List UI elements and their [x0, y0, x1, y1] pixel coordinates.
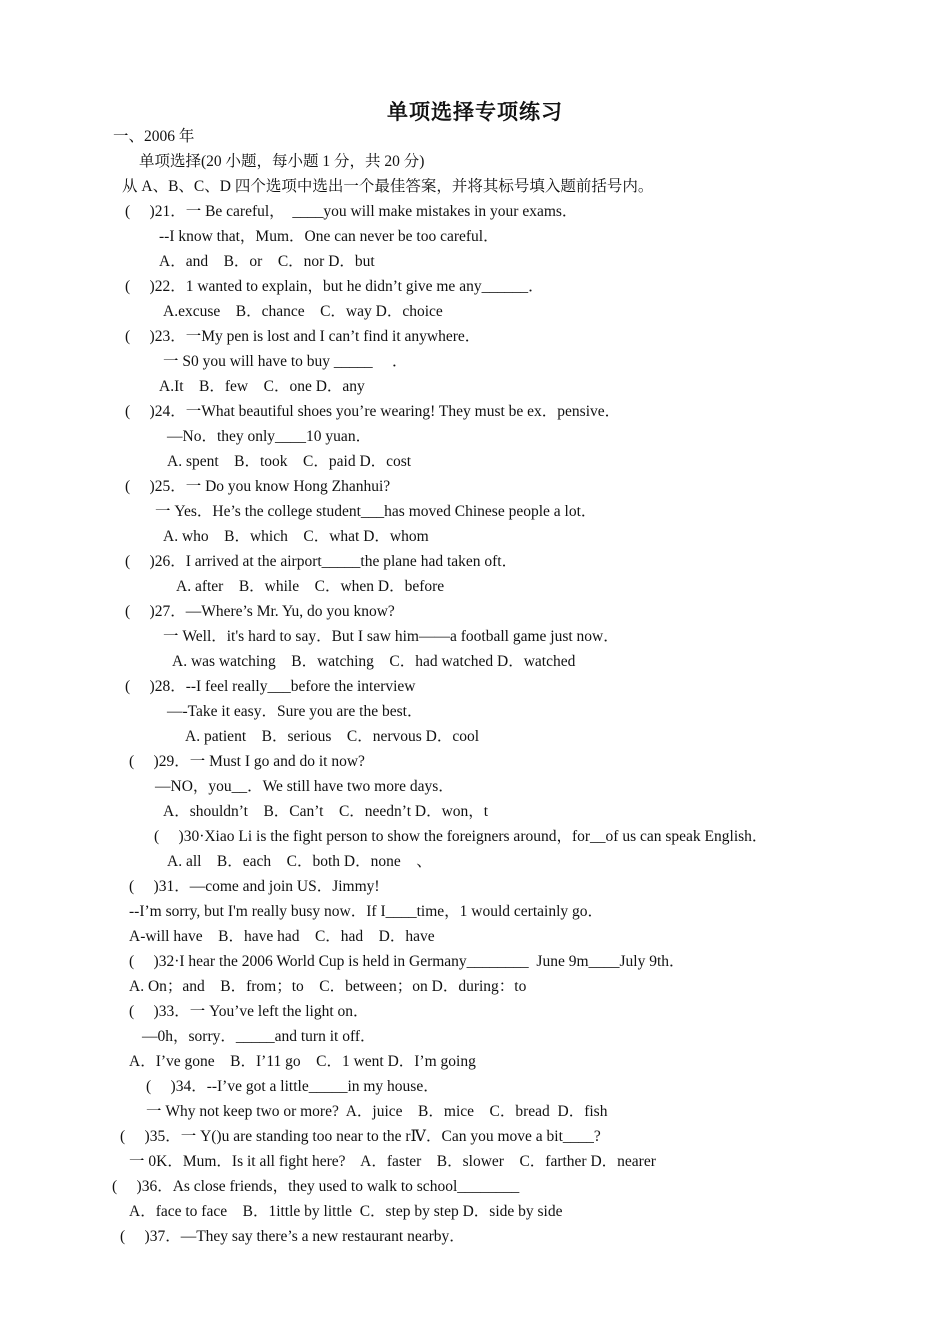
question-21-options: A．and B．or C．nor D．but	[159, 253, 375, 270]
question-29-dialog: —NO，you__．We still have two more days．	[155, 778, 454, 795]
question-26: ( )26．I arrived at the airport_____the plane had taken oft．	[125, 553, 518, 570]
question-36-options: A．face to face B．1ittle by little C．step by step D．side by side	[129, 1203, 563, 1220]
question-25-options: A. who B．which C．what D．whom	[163, 528, 429, 545]
question-28-dialog: —-Take it easy．Sure you are the best．	[167, 703, 423, 720]
question-34-dialog-options: 一 Why not keep two or more? A．juice B．mice C．bread D．fish	[146, 1103, 608, 1120]
question-32: ( )32·I hear the 2006 World Cup is held in Germany________ June 9m____July 9th．	[129, 953, 685, 970]
question-21-dialog: --I know that，Mum．One can never be too careful．	[159, 228, 499, 245]
question-31-dialog: --I’m sorry, but I'm really busy now．If I____time，1 would certainly go．	[129, 903, 604, 920]
question-21: ( )21．一 Be careful， ____you will make mistakes in your exams．	[125, 203, 578, 220]
question-34: ( )34．--I’ve got a little_____in my house．	[146, 1078, 439, 1095]
question-35: ( )35．一 Y()u are standing too near to the rⅣ．Can you move a bit____?	[120, 1128, 601, 1145]
question-29-options: A．shouldn’t B．Can’t C．needn’t D．won，t	[163, 803, 489, 820]
question-22-options: A.excuse B．chance C．way D．choice	[163, 303, 443, 320]
question-24: ( )24．一What beautiful shoes you’re wearing! They must be ex．pensive．	[125, 403, 621, 420]
question-25-dialog: 一 Yes．He’s the college student___has moved Chinese people a lot．	[155, 503, 597, 520]
question-23-dialog: 一 S0 you will have to buy _____ ．	[163, 353, 408, 370]
question-28: ( )28．--I feel really___before the interview	[125, 678, 416, 695]
question-29: ( )29．一 Must I go and do it now?	[129, 753, 365, 770]
question-37: ( )37．—They say there’s a new restaurant nearby．	[120, 1228, 465, 1245]
question-26-options: A. after B．while C．when D．before	[176, 578, 445, 595]
question-24-options: A. spent B．took C．paid D．cost	[167, 453, 412, 470]
question-30: ( )30·Xiao Li is the fight person to show the foreigners around，for__of us can speak English．	[154, 828, 768, 845]
question-33-dialog: —0h，sorry．_____and turn it off．	[142, 1028, 376, 1045]
question-27-dialog: 一 Well．it's hard to say．But I saw him——a football game just now．	[163, 628, 619, 645]
question-33-options: A．I’ve gone B．I’11 go C．1 went D．I’m going	[129, 1053, 476, 1070]
directions-text: 从 A、B、C、D 四个选项中选出一个最佳答案，并将其标号填入题前括号内。	[122, 178, 654, 195]
question-31-options: A-will have B．have had C．had D．have	[129, 928, 435, 945]
question-23-options: A.It B．few C．one D．any	[159, 378, 365, 395]
question-27-options: A. was watching B．watching C．had watched D．watched	[172, 653, 576, 670]
section-heading: 一、2006 年	[113, 128, 195, 145]
question-25: ( )25．一 Do you know Hong Zhanhui?	[125, 478, 391, 495]
question-22: ( )22．1 wanted to explain，but he didn’t give me any______．	[125, 278, 544, 295]
section-instructions: 单项选择(20 小题，每小题 1 分，共 20 分)	[139, 153, 425, 170]
question-31: ( )31．—come and join US．Jimmy!	[129, 878, 380, 895]
question-24-dialog: —No．they only____10 yuan．	[167, 428, 372, 445]
page-title: 单项选择专项练习	[387, 100, 563, 124]
question-32-options: A. On；and B．from；to C．between；on D．during：to	[129, 978, 527, 995]
question-27: ( )27．—Where’s Mr. Yu, do you know?	[125, 603, 395, 620]
question-23: ( )23．一My pen is lost and I can’t find it anywhere．	[125, 328, 481, 345]
question-28-options: A. patient B．serious C．nervous D．cool	[185, 728, 480, 745]
question-30-options: A. all B．each C．both D．none 、	[167, 853, 432, 870]
question-35-dialog-options: 一 0K．Mum．Is it all fight here? A．faster B．slower C．farther D．nearer	[129, 1153, 656, 1170]
question-33: ( )33．一 You’ve left the light on．	[129, 1003, 369, 1020]
question-36: ( )36．As close friends，they used to walk to school________	[112, 1178, 520, 1195]
